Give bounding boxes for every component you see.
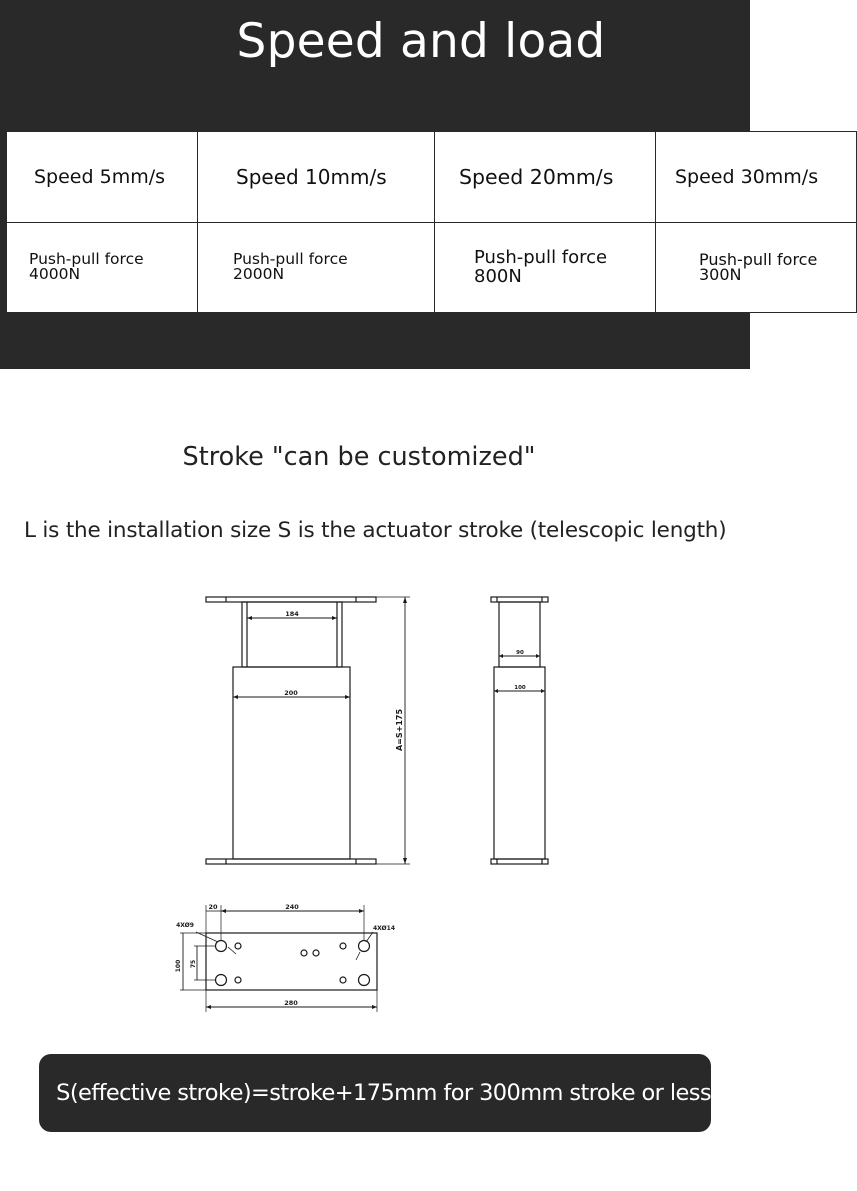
side-view bbox=[491, 597, 548, 864]
large-hole bbox=[216, 975, 227, 986]
stroke-description: L is the installation size S is the actuator stroke (telescopic length) bbox=[24, 518, 727, 543]
mounting-plate bbox=[206, 933, 377, 990]
dim-184: 184 bbox=[285, 610, 299, 618]
small-hole bbox=[313, 950, 319, 956]
speed-load-table bbox=[6, 131, 857, 313]
dim-plate-height: 100 bbox=[175, 959, 182, 973]
front-top-plate bbox=[206, 597, 376, 602]
force-row bbox=[7, 222, 857, 313]
large-hole bbox=[216, 941, 227, 952]
label-large-holes: 4XØ14 bbox=[372, 925, 396, 932]
force-cell bbox=[435, 222, 656, 313]
force-value: 4000N bbox=[29, 265, 81, 284]
small-hole bbox=[235, 943, 241, 949]
page-title: Speed and load bbox=[236, 14, 606, 69]
large-hole bbox=[359, 975, 370, 986]
dim-hole-rows: 75 bbox=[190, 959, 197, 969]
small-hole bbox=[301, 950, 307, 956]
stroke-title: Stroke "can be customized" bbox=[182, 442, 536, 472]
plate-view bbox=[180, 905, 377, 1012]
speed-cell: Speed 5mm/s bbox=[7, 132, 198, 223]
speed-cell: Speed 20mm/s bbox=[435, 132, 656, 223]
force-label: Push-pull force bbox=[29, 250, 144, 269]
dim-height: A=S+175 bbox=[395, 708, 404, 752]
dim-90: 90 bbox=[516, 650, 524, 656]
force-label: Push-pull force bbox=[699, 250, 818, 270]
label-small-holes: 4XØ9 bbox=[176, 922, 194, 929]
force-value: 800N bbox=[474, 266, 522, 288]
large-hole bbox=[359, 941, 370, 952]
force-cell bbox=[656, 222, 857, 313]
dim-200: 200 bbox=[284, 689, 298, 697]
force-value: 2000N bbox=[233, 265, 285, 284]
speed-cell: Speed 30mm/s bbox=[656, 132, 857, 223]
front-base-plate bbox=[206, 859, 376, 864]
side-upper-tube bbox=[499, 602, 540, 667]
dim-280: 280 bbox=[284, 999, 298, 1007]
side-body bbox=[494, 667, 545, 859]
force-cell bbox=[7, 222, 198, 313]
force-label: Push-pull force bbox=[233, 250, 348, 269]
small-hole bbox=[235, 977, 241, 983]
speed-cell: Speed 10mm/s bbox=[198, 132, 435, 223]
side-top-plate bbox=[491, 597, 548, 602]
small-hole bbox=[340, 943, 346, 949]
dim-20: 20 bbox=[208, 903, 218, 911]
small-hole bbox=[340, 977, 346, 983]
technical-drawing bbox=[0, 580, 750, 1020]
stroke-note-text: S(effective stroke)=stroke+175mm for 300mm stroke or less bbox=[56, 1080, 711, 1106]
force-cell bbox=[198, 222, 435, 313]
stroke-note-banner bbox=[39, 1054, 711, 1132]
force-label: Push-pull force bbox=[474, 247, 608, 269]
speed-row bbox=[7, 132, 857, 223]
force-value: 300N bbox=[699, 265, 742, 285]
side-base-plate bbox=[491, 859, 548, 864]
dim-100: 100 bbox=[514, 685, 526, 691]
dim-240: 240 bbox=[285, 903, 299, 911]
front-view bbox=[206, 597, 410, 864]
